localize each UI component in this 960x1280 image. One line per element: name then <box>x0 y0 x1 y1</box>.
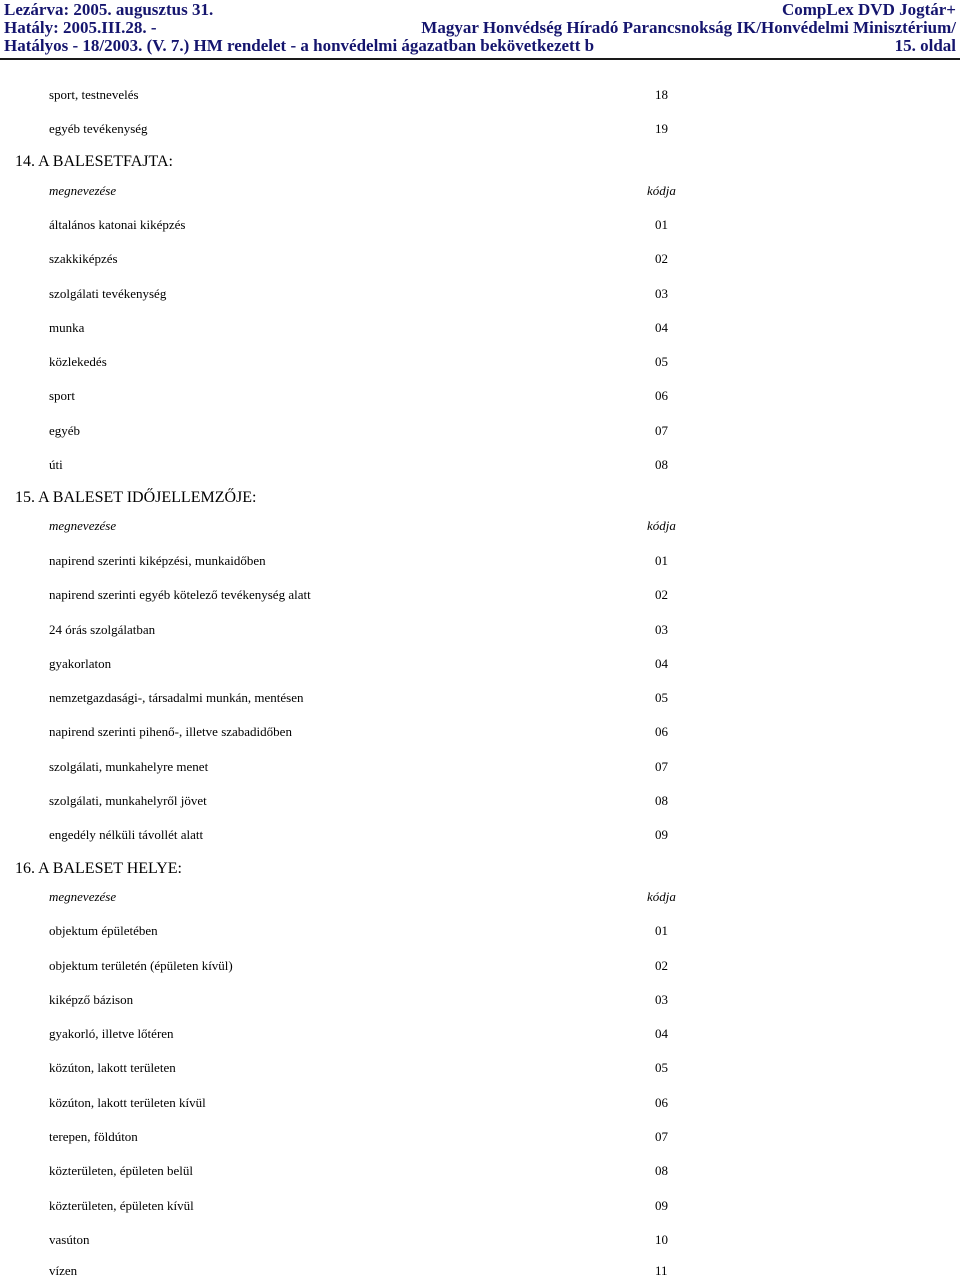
item-code: 06 <box>655 1095 668 1110</box>
item-code: 04 <box>655 1026 668 1041</box>
effective-date: Hatály: 2005.III.28. - <box>4 18 157 37</box>
item-name: közlekedés <box>49 354 107 369</box>
column-header-name: megnevezése <box>49 518 117 533</box>
item-code: 02 <box>655 958 668 973</box>
item-name: napirend szerinti egyéb kötelező tevékenység alatt <box>49 587 311 602</box>
item-name: gyakorló, illetve lőtéren <box>49 1026 174 1041</box>
item-name: szakkiképzés <box>49 251 118 266</box>
section-heading: 16. A BALESET HELYE: <box>15 860 182 877</box>
item-name: egyéb tevékenység <box>49 121 148 136</box>
item-name: úti <box>49 457 63 472</box>
item-code: 03 <box>655 286 668 301</box>
item-name: engedély nélküli távollét alatt <box>49 827 204 842</box>
item-code: 06 <box>655 388 668 403</box>
list-item <box>0 1197 960 1215</box>
list-item <box>0 250 960 268</box>
list-item <box>0 216 960 234</box>
item-code: 18 <box>655 87 668 102</box>
list-item <box>0 1128 960 1146</box>
item-name: vízen <box>49 1263 78 1278</box>
section-heading: 15. A BALESET IDŐJELLEMZŐJE: <box>15 489 257 506</box>
item-code: 08 <box>655 1163 668 1178</box>
item-name: terepen, földúton <box>49 1129 138 1144</box>
closing-date: Lezárva: 2005. augusztus 31. <box>4 0 214 19</box>
list-item <box>0 586 960 604</box>
list-item <box>0 1262 960 1280</box>
list-item <box>0 621 960 639</box>
item-code: 02 <box>655 251 668 266</box>
item-code: 01 <box>655 923 668 938</box>
list-item <box>0 1231 960 1249</box>
item-name: szolgálati tevékenység <box>49 286 167 301</box>
list-item <box>0 1094 960 1112</box>
list-item <box>0 456 960 474</box>
item-code: 09 <box>655 1198 668 1213</box>
column-header-row <box>0 182 960 200</box>
item-name: sport <box>49 388 75 403</box>
item-code: 07 <box>655 1129 668 1144</box>
item-code: 19 <box>655 121 668 136</box>
item-code: 05 <box>655 690 668 705</box>
section-heading: 14. A BALESETFAJTA: <box>15 153 173 170</box>
item-name: napirend szerinti kiképzési, munkaidőben <box>49 553 266 568</box>
item-name: általános katonai kiképzés <box>49 217 186 232</box>
list-item <box>0 957 960 975</box>
item-code: 01 <box>655 553 668 568</box>
list-item <box>0 922 960 940</box>
list-item <box>0 353 960 371</box>
list-item <box>0 689 960 707</box>
list-item <box>0 1162 960 1180</box>
item-code: 04 <box>655 656 668 671</box>
item-code: 08 <box>655 793 668 808</box>
item-code: 08 <box>655 457 668 472</box>
document-title: Hatályos - 18/2003. (V. 7.) HM rendelet - a honvédelmi ágazatban bekövetkezett b <box>4 36 595 55</box>
list-item <box>0 387 960 405</box>
item-name: szolgálati, munkahelyről jövet <box>49 793 207 808</box>
item-name: nemzetgazdasági-, társadalmi munkán, mentésen <box>49 690 304 705</box>
item-code: 02 <box>655 587 668 602</box>
item-name: objektum épületében <box>49 923 158 938</box>
item-code: 06 <box>655 724 668 739</box>
column-header-row <box>0 517 960 535</box>
list-item <box>0 991 960 1009</box>
item-name: egyéb <box>49 423 81 438</box>
item-name: 24 órás szolgálatban <box>49 622 156 637</box>
item-name: kiképző bázison <box>49 992 134 1007</box>
list-item <box>0 792 960 810</box>
item-code: 03 <box>655 992 668 1007</box>
item-name: vasúton <box>49 1232 90 1247</box>
list-item <box>0 86 960 104</box>
item-code: 05 <box>655 1060 668 1075</box>
item-code: 07 <box>655 759 668 774</box>
item-name: gyakorlaton <box>49 656 112 671</box>
item-name: szolgálati, munkahelyre menet <box>49 759 209 774</box>
list-item <box>0 1025 960 1043</box>
list-item <box>0 319 960 337</box>
item-code: 10 <box>655 1232 668 1247</box>
item-code: 11 <box>655 1263 668 1278</box>
list-item <box>0 758 960 776</box>
page-number: 15. oldal <box>894 36 956 55</box>
list-item <box>0 723 960 741</box>
item-name: közterületen, épületen belül <box>49 1163 194 1178</box>
list-item <box>0 655 960 673</box>
list-item <box>0 1059 960 1077</box>
item-name: sport, testnevelés <box>49 87 139 102</box>
column-header-code: kódja <box>647 518 676 533</box>
header-divider <box>0 58 960 60</box>
item-code: 05 <box>655 354 668 369</box>
column-header-name: megnevezése <box>49 183 117 198</box>
item-name: közterületen, épületen kívül <box>49 1198 194 1213</box>
item-name: közúton, lakott területen <box>49 1060 176 1075</box>
item-code: 07 <box>655 423 668 438</box>
item-code: 03 <box>655 622 668 637</box>
column-header-name: megnevezése <box>49 889 117 904</box>
list-item <box>0 826 960 844</box>
column-header-code: kódja <box>647 889 676 904</box>
item-code: 01 <box>655 217 668 232</box>
list-item <box>0 285 960 303</box>
item-name: objektum területén (épületen kívül) <box>49 958 233 973</box>
column-header-row <box>0 888 960 906</box>
column-header-code: kódja <box>647 183 676 198</box>
item-name: munka <box>49 320 85 335</box>
item-name: napirend szerinti pihenő-, illetve szabadidőben <box>49 724 292 739</box>
list-item <box>0 422 960 440</box>
list-item <box>0 552 960 570</box>
item-name: közúton, lakott területen kívül <box>49 1095 206 1110</box>
item-code: 09 <box>655 827 668 842</box>
item-code: 04 <box>655 320 668 335</box>
product-name: CompLex DVD Jogtár+ <box>781 0 956 19</box>
issuing-authority: Magyar Honvédség Híradó Parancsnokság IK/Honvédelmi Minisztérium/ <box>421 18 956 37</box>
list-item <box>0 120 960 138</box>
